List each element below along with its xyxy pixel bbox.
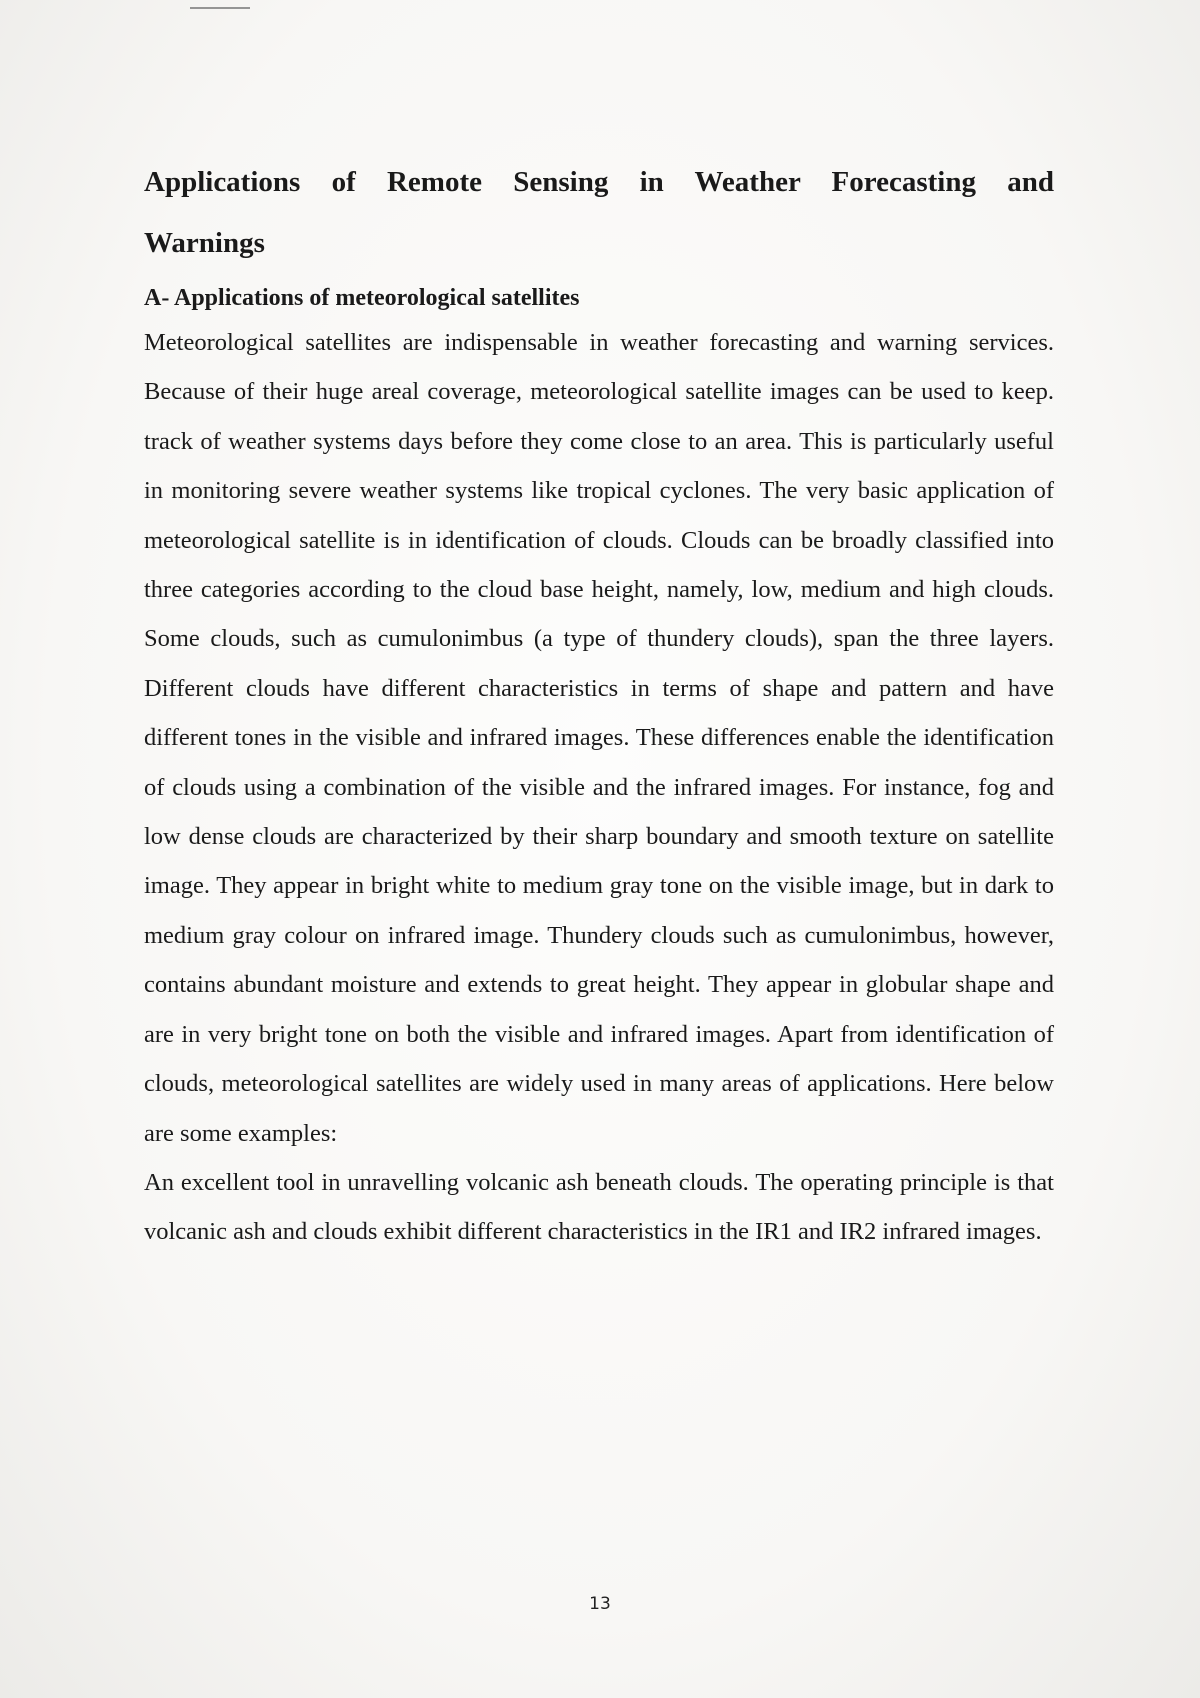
body-paragraph-1: Meteorological satellites are indispensable in weather forecasting and warning services. Because of their huge areal coverage, meteorological satellite images can be used to keep. track of weather systems days before they come close to an area. This is particularly useful in monitoring severe weather systems like tropical cyclones. The very basic application of meteorological satellite is in identification of clouds. Clouds can be broadly classified into three categories according to the cloud base height, namely, low, medium and high clouds. Some clouds, such as cumulonimbus (a type of thundery clouds), span the three layers. Different clouds have different characteristics in terms of shape and pattern and have different tones in the visible and infrared images. These differences enable the identification of clouds using a combination of the visible and the infrared images. For instance, fog and low dense clouds are characterized by their sharp boundary and smooth texture on satellite image. They appear in bright white to medium gray tone on the visible image, but in dark to medium gray colour on infrared image. Thundery clouds such as cumulonimbus, however, contains abundant moisture and extends to great height. They appear in globular shape and are in very bright tone on both the visible and infrared images. Apart from identification of clouds, meteorological satellites are widely used in many areas of applications. Here below are some examples:	[144, 329, 1054, 1147]
scan-artifact-line	[190, 7, 250, 9]
page-title: Applications of Remote Sensing in Weather Forecasting and Warnings	[144, 166, 1054, 259]
body-paragraph-2: An excellent tool in unravelling volcanic ash beneath clouds. The operating principle is that volcanic ash and clouds exhibit different characteristics in the IR1 and IR2 infrared images.	[144, 1168, 1054, 1246]
page-number: 13	[589, 1594, 611, 1614]
page-content	[144, 152, 1054, 1257]
section-heading: A- Applications of meteorological satellites	[144, 285, 580, 311]
